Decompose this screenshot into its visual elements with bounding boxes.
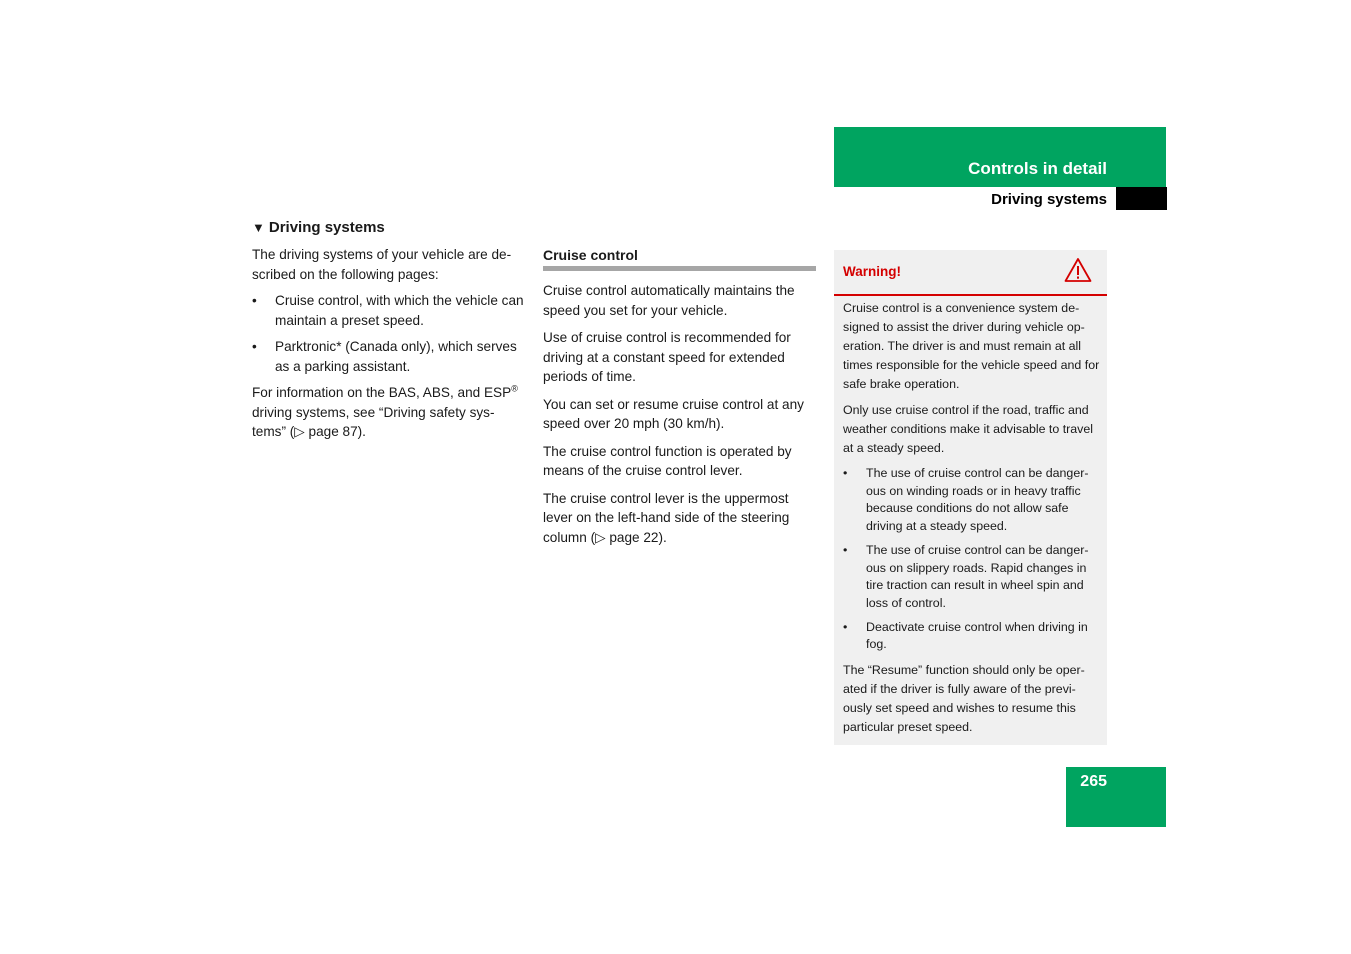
paragraph: Use of cruise control is recommended for driving at a constant speed for extended periods of time. <box>543 330 791 384</box>
bullet-icon: • <box>252 293 257 308</box>
page-number: 265 <box>1080 773 1107 790</box>
warning-triangle-icon <box>1064 257 1092 283</box>
bullet-icon: • <box>252 339 257 354</box>
bullet-icon: • <box>843 466 848 480</box>
header-subsection-title: Driving systems <box>991 191 1107 208</box>
triangle-down-icon: ▼ <box>252 220 265 235</box>
page-reference-link[interactable]: driving systems, see “Driving safety sys-tems” (▷ page 87). <box>252 404 495 439</box>
section-heading-text: Driving systems <box>268 219 385 236</box>
paragraph: You can set or resume cruise control at any speed over 20 mph (30 km/h). <box>543 396 804 431</box>
warning-divider <box>834 294 1107 296</box>
header-black-tab <box>1116 187 1167 210</box>
bullet-icon: • <box>843 619 848 634</box>
warning-paragraph: Only use cruise control if the road, traffic and weather conditions make it advisable to travel at a steady speed. <box>843 403 1094 455</box>
list-item: • The use of cruise control can be danger-ous on slippery roads. Rapid changes in tire traction can result in wheel spin and loss of control. <box>843 542 1089 610</box>
warning-text <box>843 299 1100 744</box>
list-item: • Deactivate cruise control when driving in fog. <box>843 619 1088 652</box>
list-item: • Parktronic* (Canada only), which serves as a parking assistant. <box>252 339 517 374</box>
paragraph: Cruise control automatically maintains the speed you set for your vehicle. <box>543 283 795 318</box>
middle-column <box>543 281 819 555</box>
bullet-icon: • <box>843 542 848 557</box>
info-paragraph: For information on the BAS, ABS, and ESP® driving systems, see “Driving safety sys-tems” (▷ page 87). <box>252 383 518 439</box>
warning-paragraph: The “Resume” function should only be oper-ated if the driver is fully aware of the previ-ously set speed and wishes to resume this particular preset speed. <box>843 663 1085 735</box>
list-item: • The use of cruise control can be danger-ous on winding roads or in heavy traffic because conditions do not allow safe driving at a steady speed. <box>843 466 1089 534</box>
paragraph: The cruise control function is operated by means of the cruise control lever. <box>543 443 792 478</box>
systems-list <box>252 291 528 376</box>
warning-title: Warning! <box>843 264 901 279</box>
intro-paragraph: The driving systems of your vehicle are de-scribed on the following pages: <box>252 247 512 282</box>
list-item: • Cruise control, with which the vehicle can maintain a preset speed. <box>252 293 524 328</box>
left-column <box>252 245 528 449</box>
paragraph: The cruise control lever is the uppermost lever on the left-hand side of the steering column (▷ page 22). <box>543 490 790 545</box>
cruise-control-heading: Cruise control <box>543 247 638 263</box>
warning-paragraph: Cruise control is a convenience system de-signed to assist the driver during vehicle op-eration. The driver is and must remain at all times responsible for the vehicle speed and for safe brake operation. <box>843 301 1100 391</box>
section-heading <box>252 218 532 238</box>
heading-rule <box>543 266 816 271</box>
header-section-title: Controls in detail <box>968 159 1107 178</box>
warning-list <box>843 465 1100 654</box>
